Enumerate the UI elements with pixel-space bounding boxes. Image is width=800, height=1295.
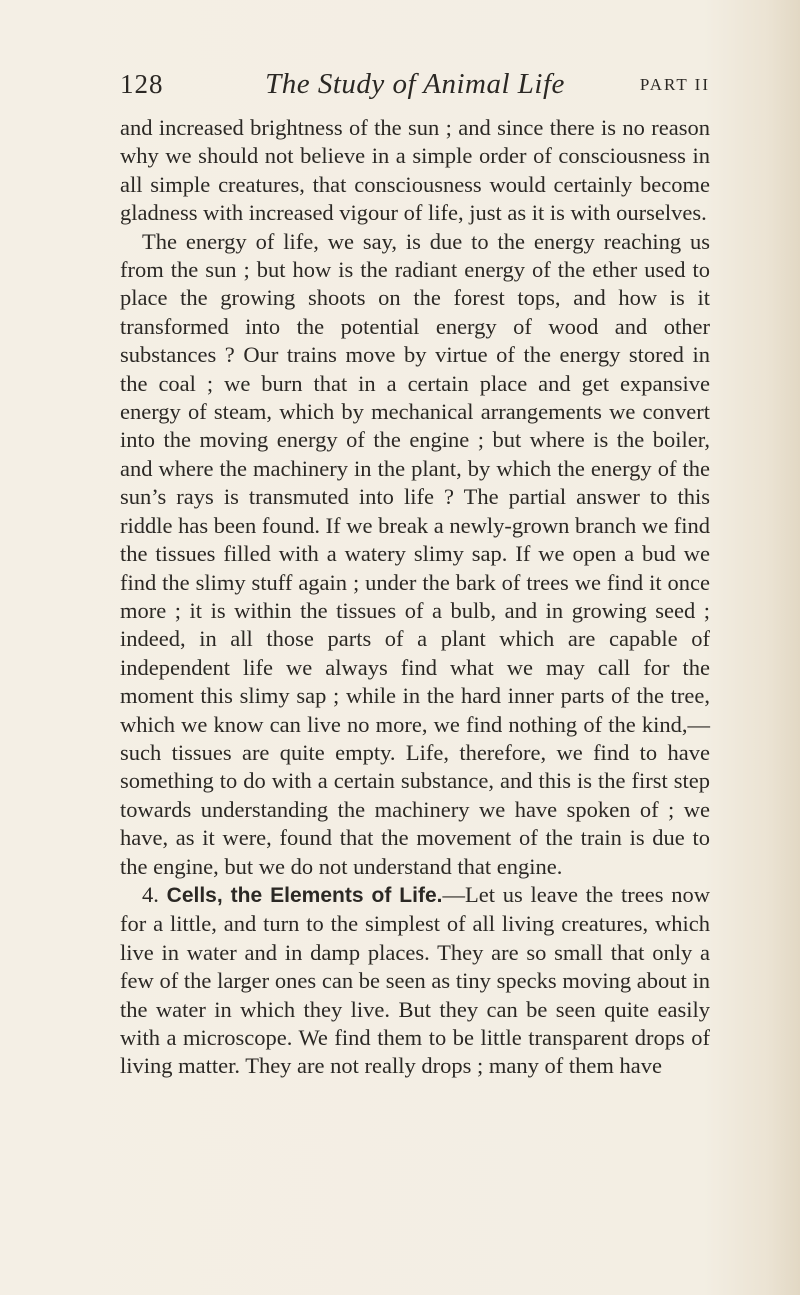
paragraph-2: The energy of life, we say, is due to the energy reaching us from the sun ; but how is the radiant energy of the ether used to place the growing shoots on the forest tops, and how is it transformed into the potential energy of wood and other substances ? Our trains move by virtue of the energy stored in the coal ; we burn that in a certain place and get expansive energy of steam, which by mechanical arrangements we convert into the moving energy of the engine ; but where is the boiler, and where the machinery in the plant, by which the energy of the sun’s rays is transmuted into life ? The partial answer to this riddle has been found. If we break a newly-grown branch we find the tissues filled with a watery slimy sap. If we open a bud we find the slimy stuff again ; under the bark of trees we find it once more ; it is within the tissues of a bulb, and in growing seed ; indeed, in all those parts of a plant which are capable of independent life we always find what we may call for the moment this slimy sap ; while in the hard inner parts of the tree, which we know can live no more, we find nothing of the kind,—such tissues are quite empty. Life, therefore, we find to have something to do with a certain substance, and this is the first step towards understanding the machinery we have spoken of ; we have, as it were, found that the movement of the train is due to the engine, but we do not understand that engine.: [120, 228, 710, 879]
running-title: The Study of Animal Life: [265, 68, 565, 100]
body-text: [120, 114, 710, 1081]
part-label: PART II: [639, 75, 710, 94]
page-header: [120, 68, 710, 108]
section-number: 4.: [142, 881, 159, 907]
paragraph-3-text: —Let us leave the trees now for a little, and turn to the simplest of all living creatures, which live in water and in damp places. They are so small that only a few of the larger ones can be seen as tiny specks moving about in the water in which they live. But they can be seen quite easily with a microscope. We find them to be little transparent drops of living matter. They are not really drops ; many of them have: [120, 881, 711, 1079]
section-heading: Cells, the Elements of Life.: [166, 883, 443, 907]
paragraph-3: [120, 881, 710, 1081]
paragraph-1: and increased brightness of the sun ; and since there is no reason why we should not believe in a simple order of consciousness in all simple creatures, that consciousness would certainly become gladness with increased vigour of life, just as it is with ourselves.: [120, 115, 710, 226]
page-number: 128: [120, 69, 164, 99]
